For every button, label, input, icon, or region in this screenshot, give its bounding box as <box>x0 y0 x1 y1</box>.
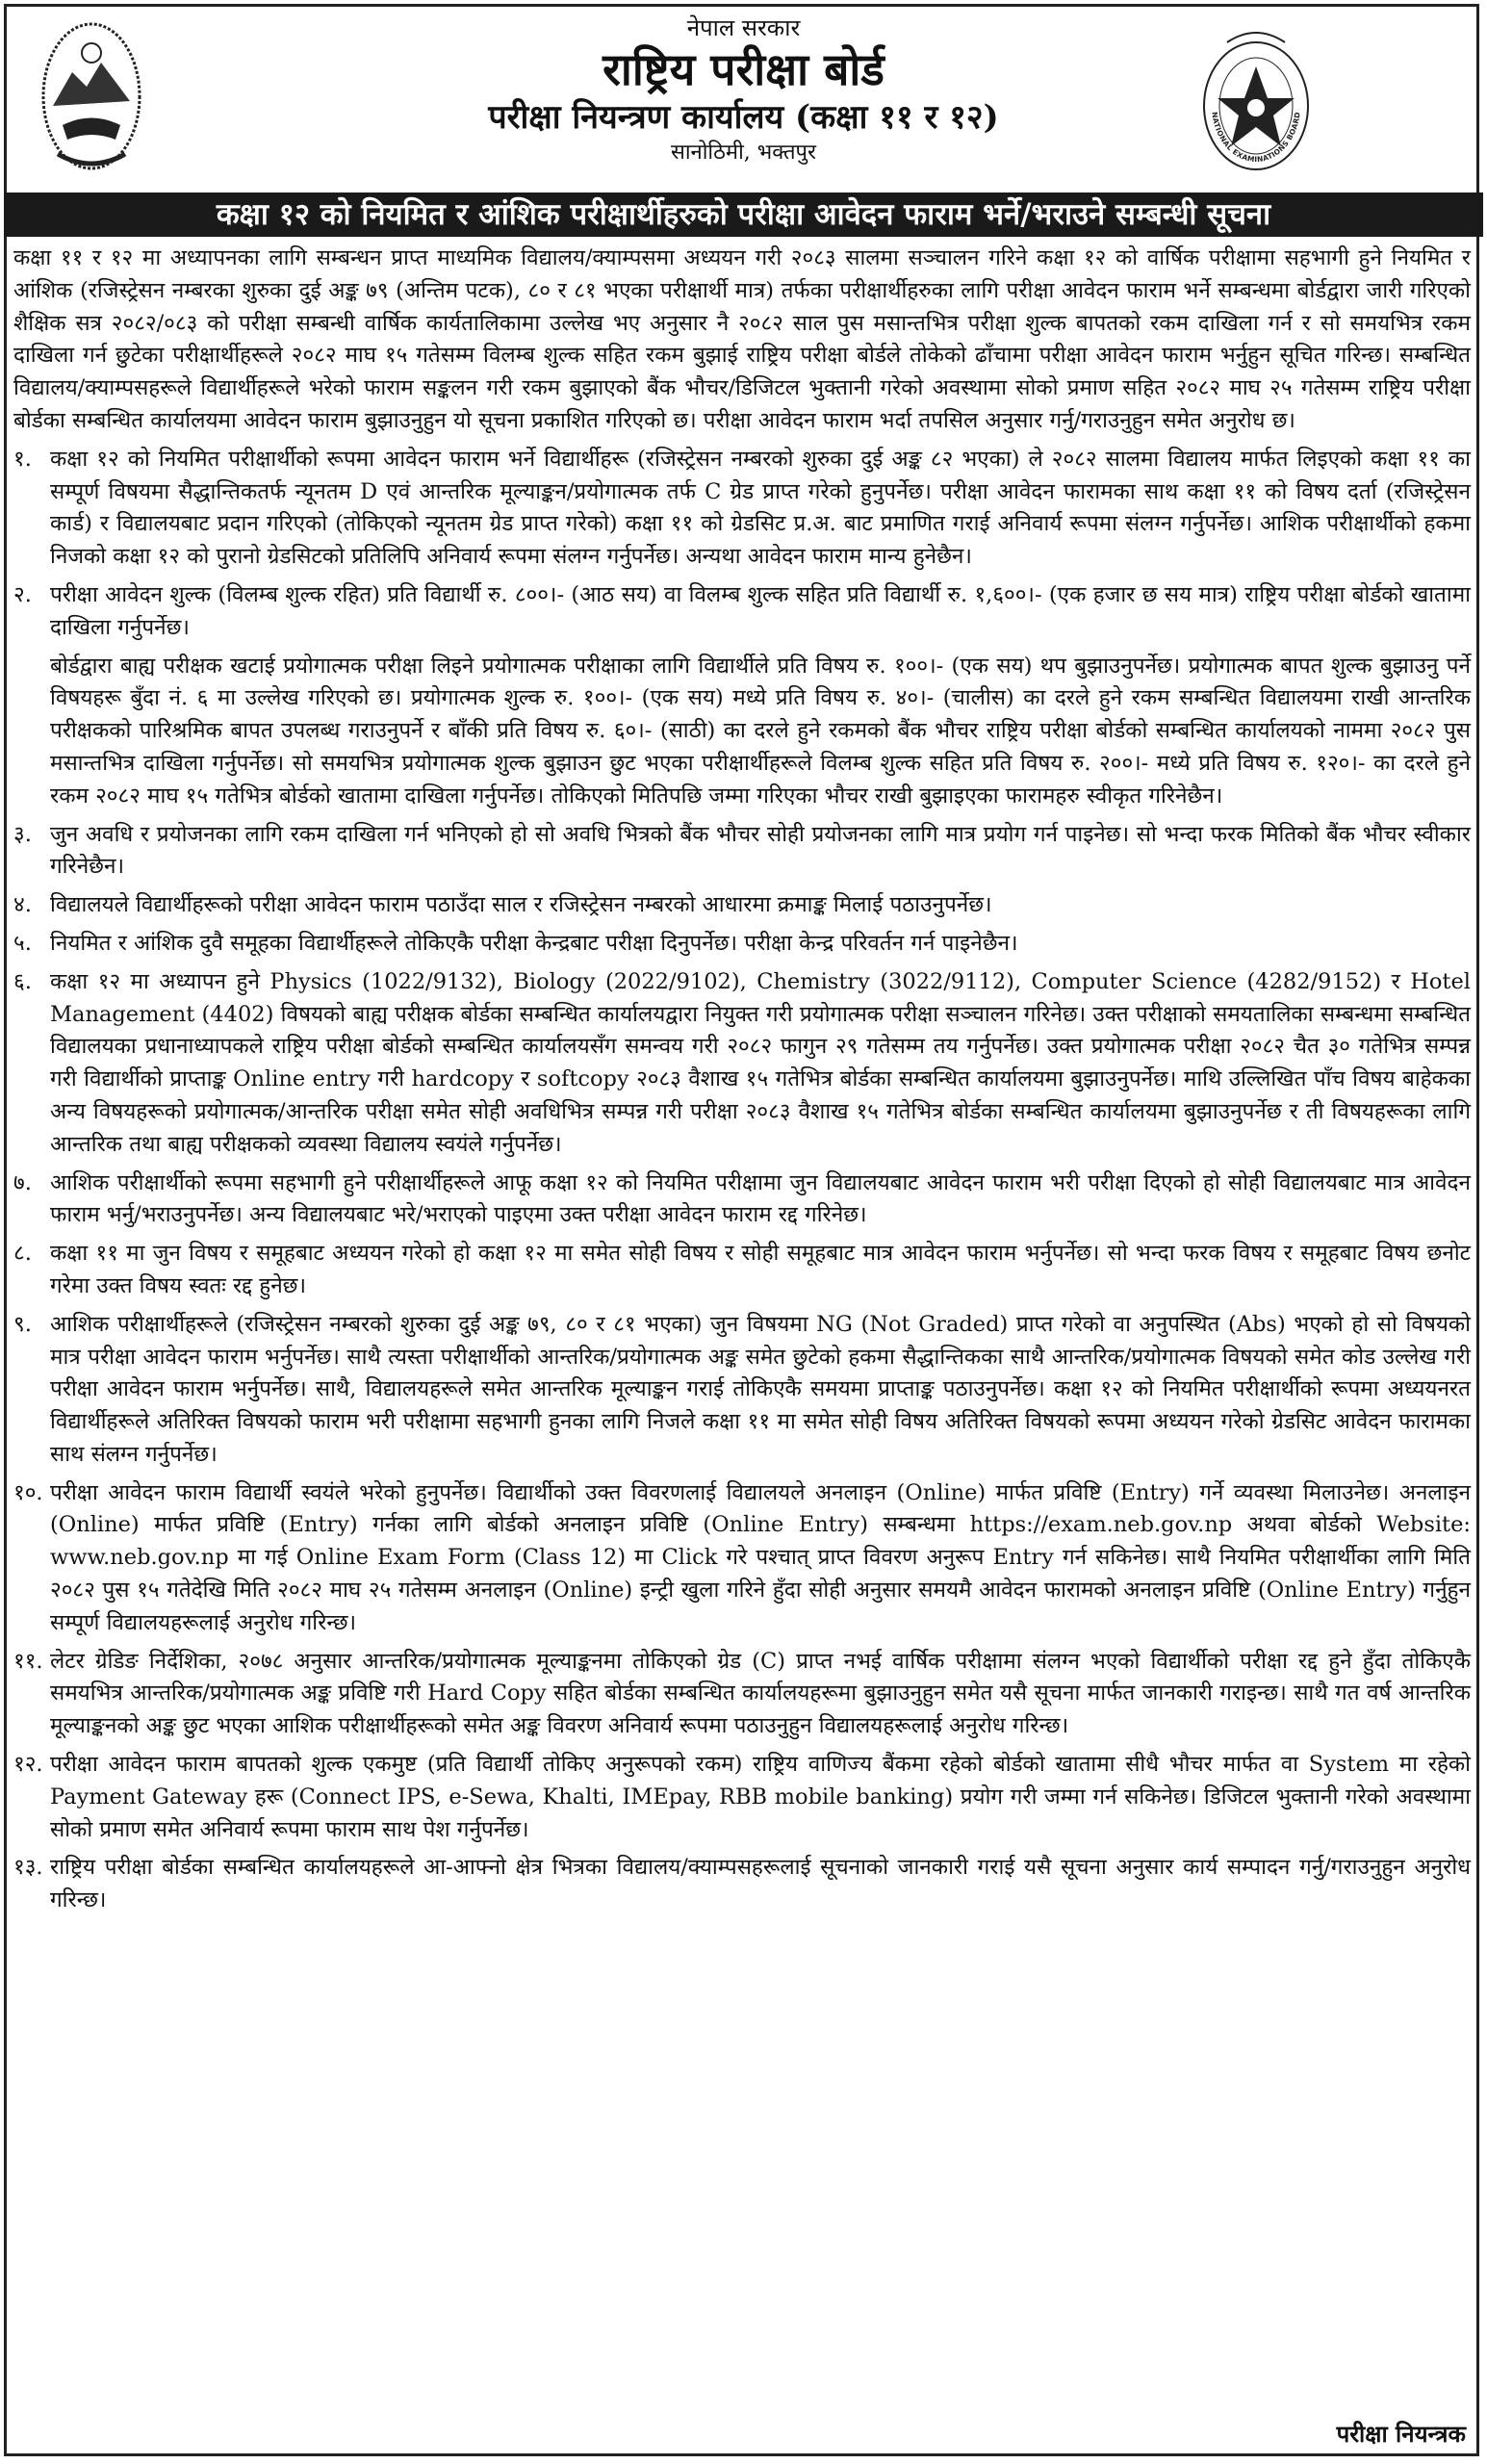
office-address: सानोठिमी, भक्तपुर <box>670 141 817 165</box>
item-subparagraph: बोर्डद्वारा बाह्य परीक्षक खटाई प्रयोगात्मक परीक्षा लिइने प्रयोगात्मक परीक्षाका लागि विद्यार्थीले प्रति विषय रु. १००।- (एक सय) थप बुझाउनुपर्नेछ। प्रयोगात्मक बापत शुल्क बुझाउनु पर्ने विषयहरू बुँदा नं. ६ मा उल्लेख गरिएको छ। प्रयोगात्मक शुल्क रु. १००।- (एक सय) मध्ये प्रति विषय रु. ४०।- (चालीस) का दरले हुने रकम सम्बन्धित विद्यालयमा राखी आन्तरिक परीक्षकको पारिश्रमिक बापत उपलब्ध गराउनुपर्ने र बाँकी प्रति विषय रु. ६०।- (साठी) का दरले हुने रकमको बैंक भौचर राष्ट्रिय परीक्षा बोर्डको सम्बन्धित कार्यालयको नाममा २०८२ पुस मसान्तभित्र दाखिला गर्नुपर्नेछ। सो समयभित्र प्रयोगात्मक शुल्क बुझाउन छुट भएका परीक्षार्थीहरूले विलम्ब शुल्क सहित प्रति विषय रु. २००।- मध्ये प्रति विषय रु. १२०।- का दरले हुने रकम २०८२ माघ १५ गतेभित्र बोर्डको खातामा दाखिला गर्नुपर्नेछ। तोकिएको मितिपछि जम्मा गरिएका भौचर राखी बुझाइएका फारामहरु स्वीकृत गरिनेछैन। <box>50 653 1471 808</box>
government-name: नेपाल सरकार <box>686 14 801 41</box>
neb-logo-icon <box>1198 23 1314 173</box>
item-content <box>50 928 1471 961</box>
item-number: २. <box>13 581 32 607</box>
item-content <box>50 1477 1471 1640</box>
item-number: ८. <box>13 1241 32 1267</box>
notice-item <box>13 889 1471 922</box>
notice-title: कक्षा १२ को नियमित र आंशिक परीक्षार्थीहरुको परीक्षा आवेदन फाराम भर्ने/भराउने सम्बन्धी सूचना <box>4 192 1483 237</box>
item-content <box>50 1238 1471 1303</box>
item-content <box>50 1309 1471 1472</box>
item-text: कक्षा १२ को नियमित परीक्षार्थीको रूपमा आवेदन फाराम भर्ने विद्यार्थीहरू (रजिस्ट्रेसन नम्बरको शुरुका दुई अङ्क ८२ भएका) ले २०८२ सालमा विद्यालय मार्फत लिइएको कक्षा ११ का सम्पूर्ण विषयमा सैद्धान्तिकतर्फ न्यूनतम D एवं आन्तरिक मूल्याङ्कन/प्रयोगात्मक तर्फ C ग्रेड प्राप्त गरेको हुनुपर्नेछ। परीक्षा आवेदन फारामका साथ कक्षा ११ को विषय दर्ता (रजिस्ट्रेसन कार्ड) र विद्यालयबाट प्रदान गरिएको (तोकिएको न्यूनतम ग्रेड प्राप्त गरेको) कक्षा ११ को ग्रेडसिट प्र.अ. बाट प्रमाणित गराई अनिवार्य रूपमा संलग्न गर्नुपर्नेछ। आशिक परीक्षार्थीको हकमा निजको कक्षा १२ को पुरानो ग्रेडसिटको प्रतिलिपि अनिवार्य रूपमा संलग्न गर्नुपर्नेछ। अन्यथा आवेदन फाराम मान्य हुनेछैन। <box>50 446 1471 570</box>
item-text: कक्षा ११ मा जुन विषय र समूहबाट अध्ययन गरेको हो कक्षा १२ मा समेत सोही विषय र सोही समूहबाट मात्र आवेदन फाराम भर्नुपर्नेछ। सो भन्दा फरक विषय र समूहबाट विषय छनोट गरेमा उक्त विषय स्वतः रद्द हुनेछ। <box>50 1241 1471 1298</box>
item-number: ११. <box>13 1648 43 1674</box>
item-text: लेटर ग्रेडिङ निर्देशिका, २०७८ अनुसार आन्तरिक/प्रयोगात्मक मूल्याङ्कनमा तोकिएको ग्रेड (C) प्राप्त नभई वार्षिक परीक्षामा संलग्न भएको विद्यार्थीको परीक्षा रद्द हुने हुँदा तोकिएकै समयभित्र आन्तरिक/प्रयोगात्मक अङ्क प्रविष्टि गरी Hard Copy सहित बोर्डका सम्बन्धित कार्यालयहरूमा बुझाउनुहुन समेत यसै सूचना मार्फत जानकारी गराइन्छ। साथै गत वर्ष आन्तरिक मूल्याङ्कनको अङ्क छुट भएका आशिक परीक्षार्थीहरूको समेत अङ्क विवरण अनिवार्य रूपमा पठाउनुहुन विद्यालयहरूलाई अनुरोध गरिन्छ। <box>50 1648 1471 1739</box>
notice-body <box>13 243 1471 1923</box>
notice-item <box>13 1852 1471 1917</box>
intro-paragraph: कक्षा ११ र १२ मा अध्यापनका लागि सम्बन्धन प्राप्त माध्यमिक विद्यालय/क्याम्पसमा अध्ययन गरी २०८३ सालमा सञ्चालन गरिने कक्षा १२ को वार्षिक परीक्षामा सहभागी हुने नियमित र आंशिक (रजिस्ट्रेसन नम्बरका शुरुका दुई अङ्क ७९ (अन्तिम पटक), ८० र ८१ भएका परीक्षार्थी मात्र) तर्फका परीक्षार्थीहरुका लागि परीक्षा आवेदन फाराम भर्ने सम्बन्धमा बोर्डद्वारा जारी गरिएको शैक्षिक सत्र २०८२/०८३ को परीक्षा सम्बन्धी वार्षिक कार्यतालिकामा उल्लेख भए अनुसार नै २०८२ साल पुस मसान्तभित्र परीक्षा शुल्क बापतको रकम दाखिला गर्न र सो समयभित्र रकम दाखिला गर्न छुटेका परीक्षार्थीहरूले २०८२ माघ १५ गतेसम्म विलम्ब शुल्क सहित रकम बुझाई राष्ट्रिय परीक्षा बोर्डले तोकेको ढाँचामा परीक्षा आवेदन फाराम भर्नुहुन सूचित गरिन्छ। सम्बन्धित विद्यालय/क्याम्पसहरूले विद्यार्थीहरूले भरेको फाराम सङ्कलन गरी रकम बुझाएको बैंक भौचर/डिजिटल भुक्तानी गरेको अवस्थामा सोको प्रमाण सहित २०८२ माघ २५ गतेसम्म राष्ट्रिय परीक्षा बोर्डका सम्बन्धित कार्यालयमा आवेदन फाराम बुझाउनुहुन यो सूचना प्रकाशित गरिएको छ। परीक्षा आवेदन फाराम भर्दा तपसिल अनुसार गर्नु/गराउनुहुन समेत अनुरोध छ। <box>13 245 1471 433</box>
item-number: ४. <box>13 892 32 918</box>
notice-item <box>13 1477 1471 1640</box>
item-number: ५. <box>13 930 32 956</box>
notice-item <box>13 1238 1471 1303</box>
item-number: १०. <box>13 1479 43 1505</box>
notice-items <box>13 444 1471 1917</box>
letterhead <box>0 0 1487 192</box>
notice-item <box>13 1646 1471 1743</box>
board-name: राष्ट्रिय परीक्षा बोर्ड <box>602 43 885 95</box>
item-text: आशिक परीक्षार्थीहरूले (रजिस्ट्रेसन नम्बरको शुरुका दुई अङ्क ७९, ८० र ८१ भएका) जुन विषयमा NG (Not Graded) प्राप्त गरेको वा अनुपस्थित (Abs) भएको हो सो विषयको मात्र परीक्षा आवेदन फाराम भर्नुपर्नेछ। साथै त्यस्ता परीक्षार्थीको आन्तरिक/प्रयोगात्मक अङ्क समेत छुटेको हकमा सैद्धान्तिकका साथै आन्तरिक/प्रयोगात्मक विषयको समेत कोड उल्लेख गरी परीक्षा आवेदन फाराम भर्नुपर्नेछ। साथै, विद्यालयहरूले समेत आन्तरिक मूल्याङ्कन गराई तोकिएकै समयमा प्राप्ताङ्क पठाउनुपर्नेछ। कक्षा १२ को नियमित परीक्षार्थीको रूपमा अध्ययनरत विद्यार्थीहरूले अतिरिक्त विषयको फाराम भरी परीक्षामा सहभागी हुनका लागि निजले कक्षा ११ मा समेत सोही विषय अतिरिक्त विषयको रूपमा अध्ययन गरेको ग्रेडसिट आवेदन फारामका साथ संलग्न गर्नुपर्नेछ। <box>50 1311 1471 1467</box>
notice-item <box>13 444 1471 574</box>
notice-item <box>13 966 1471 1162</box>
item-number: ९. <box>13 1311 32 1337</box>
notice-item <box>13 1309 1471 1472</box>
item-number: १. <box>13 446 32 472</box>
item-content <box>50 444 1471 574</box>
item-content <box>50 579 1471 813</box>
item-content <box>50 1646 1471 1743</box>
item-number: १३. <box>13 1855 43 1881</box>
item-number: ६. <box>13 968 32 994</box>
item-text: परीक्षा आवेदन शुल्क (विलम्ब शुल्क रहित) प्रति विद्यार्थी रु. ८००।- (आठ सय) वा विलम्ब शुल्क सहित प्रति विद्यार्थी रु. १,६००।- (एक हजार छ सय मात्र) राष्ट्रिय परीक्षा बोर्डको खातामा दाखिला गर्नुपर्नेछ। <box>50 581 1471 640</box>
item-number: ३. <box>13 821 32 847</box>
item-text: जुन अवधि र प्रयोजनका लागि रकम दाखिला गर्न भनिएको हो सो अवधि भित्रको बैंक भौचर सोही प्रयोजनका लागि मात्र प्रयोग गर्न पाइनेछ। सो भन्दा फरक मितिको बैंक भौचर स्वीकार गरिनेछैन। <box>50 821 1471 880</box>
item-number: ७. <box>13 1169 32 1195</box>
notice-item <box>13 928 1471 961</box>
item-number: १२. <box>13 1752 43 1778</box>
notice-item <box>13 1168 1471 1233</box>
item-text: आशिक परीक्षार्थीको रूपमा सहभागी हुने परीक्षार्थीहरूले आफू कक्षा १२ को नियमित परीक्षामा जुन विद्यालयबाट आवेदन फाराम भरी परीक्षा दिएको हो सोही विद्यालयबाट मात्र आवेदन फाराम भर्नु/भराउनुपर्नेछ। अन्य विद्यालयबाट भरे/भराएको पाइएमा उक्त परीक्षा आवेदन फाराम रद्द गरिनेछ। <box>50 1169 1471 1228</box>
item-text: विद्यालयले विद्यार्थीहरूको परीक्षा आवेदन फाराम पठाउँदा साल र रजिस्ट्रेसन नम्बरको आधारमा क्रमाङ्क मिलाई पठाउनुपर्नेछ। <box>50 892 992 918</box>
item-content <box>50 966 1471 1162</box>
item-text: कक्षा १२ मा अध्यापन हुने Physics (1022/9132), Biology (2022/9102), Chemistry (3022/9112), Computer Science (4282/9152) र Hotel Management (4402) विषयको बाह्य परीक्षक बोर्डका सम्बन्धित कार्यालयद्वारा नियुक्त गरी प्रयोगात्मक परीक्षा सञ्चालन गरिनेछ। उक्त परीक्षाको समयतालिका सम्बन्धमा सम्बन्धित विद्यालयका प्रधानाध्यापकले राष्ट्रिय परीक्षा बोर्डको सम्बन्धित कार्यालयसँग समन्वय गरी २०८२ फागुन २९ गतेसम्म तय गर्नुपर्नेछ। उक्त प्रयोगात्मक परीक्षा २०८२ चैत ३० गतेभित्र सम्पन्न गरी विद्यार्थीको प्राप्ताङ्क Online entry गरी hardcopy र softcopy २०८३ वैशाख १५ गतेभित्र बोर्डका सम्बन्धित कार्यालयमा बुझाउनुपर्नेछ। माथि उल्लिखित पाँच विषय बाहेकका अन्य विषयहरूको प्रयोगात्मक/आन्तरिक परीक्षा समेत सोही अवधिभित्र सम्पन्न गरी परीक्षा २०८३ वैशाख १५ गतेभित्र बोर्डका सम्बन्धित कार्यालयमा बुझाउनुपर्नेछ र ती विषयहरूका लागि आन्तरिक तथा बाह्य परीक्षकको व्यवस्था विद्यालय स्वयंले गर्नुपर्नेछ। <box>50 968 1471 1157</box>
signature: परीक्षा नियन्त्रक <box>1336 2420 1466 2448</box>
item-content <box>50 1749 1471 1846</box>
item-text: नियमित र आंशिक दुवै समूहका विद्यार्थीहरूले तोकिएकै परीक्षा केन्द्रबाट परीक्षा दिनुपर्नेछ। परीक्षा केन्द्र परिवर्तन गर्न पाइनेछैन। <box>50 930 1018 956</box>
item-content <box>50 1852 1471 1917</box>
item-text: परीक्षा आवेदन फाराम बापतको शुल्क एकमुष्ट (प्रति विद्यार्थी तोकिए अनुरूपको रकम) राष्ट्रिय वाणिज्य बैंकमा रहेको बोर्डको खातामा सीधै भौचर मार्फत वा System मा रहेको Payment Gateway हरू (Connect IPS, e-Sewa, Khalti, IMEpay, RBB mobile banking) प्रयोग गरी जम्मा गर्न सकिनेछ। डिजिटल भुक्तानी गरेको अवस्थामा सोको प्रमाण समेत अनिवार्य रूपमा फाराम साथ पेश गर्नुपर्नेछ। <box>50 1752 1471 1842</box>
item-content <box>50 819 1471 885</box>
item-content <box>50 1168 1471 1233</box>
notice-item <box>13 819 1471 885</box>
item-content <box>50 889 1471 922</box>
neb-logo-text: NATIONAL EXAMINATIONS BOARD <box>1210 111 1302 165</box>
item-text: राष्ट्रिय परीक्षा बोर्डका सम्बन्धित कार्यालयहरूले आ-आफ्नो क्षेत्र भित्रका विद्यालय/क्याम्पसहरूलाई सूचनाको जानकारी गराई यसै सूचना अनुसार कार्य सम्पादन गर्नु/गराउनुहुन अनुरोध गरिन्छ। <box>50 1855 1471 1913</box>
notice-item <box>13 579 1471 813</box>
item-text: परीक्षा आवेदन फाराम विद्यार्थी स्वयंले भरेको हुनुपर्नेछ। विद्यार्थीको उक्त विवरणलाई विद्यालयले अनलाइन (Online) मार्फत प्रविष्टि (Entry) गर्ने व्यवस्था मिलाउनेछ। अनलाइन (Online) मार्फत प्रविष्टि (Entry) गर्नका लागि बोर्डको अनलाइन प्रविष्टि (Online Entry) सम्बन्धमा https://exam.neb.gov.np अथवा बोर्डको Website: www.neb.gov.np मा गई Online Exam Form (Class 12) मा Click गरे पश्चात् प्राप्त विवरण अनुरूप Entry गर्न सकिनेछ। साथै नियमित परीक्षार्थीका लागि मिति २०८२ पुस १५ गतेदेखि मिति २०८२ माघ २५ गतेसम्म अनलाइन (Online) इन्ट्री खुला गरिने हुँदा सोही अनुसार समयमै आवेदन फारामको अनलाइन प्रविष्टि (Online Entry) गर्नुहुन सम्पूर्ण विद्यालयहरूलाई अनुरोध गरिन्छ। <box>50 1479 1471 1635</box>
notice-item <box>13 1749 1471 1846</box>
office-name: परीक्षा नियन्त्रण कार्यालय (कक्षा ११ र १२) <box>488 98 999 137</box>
